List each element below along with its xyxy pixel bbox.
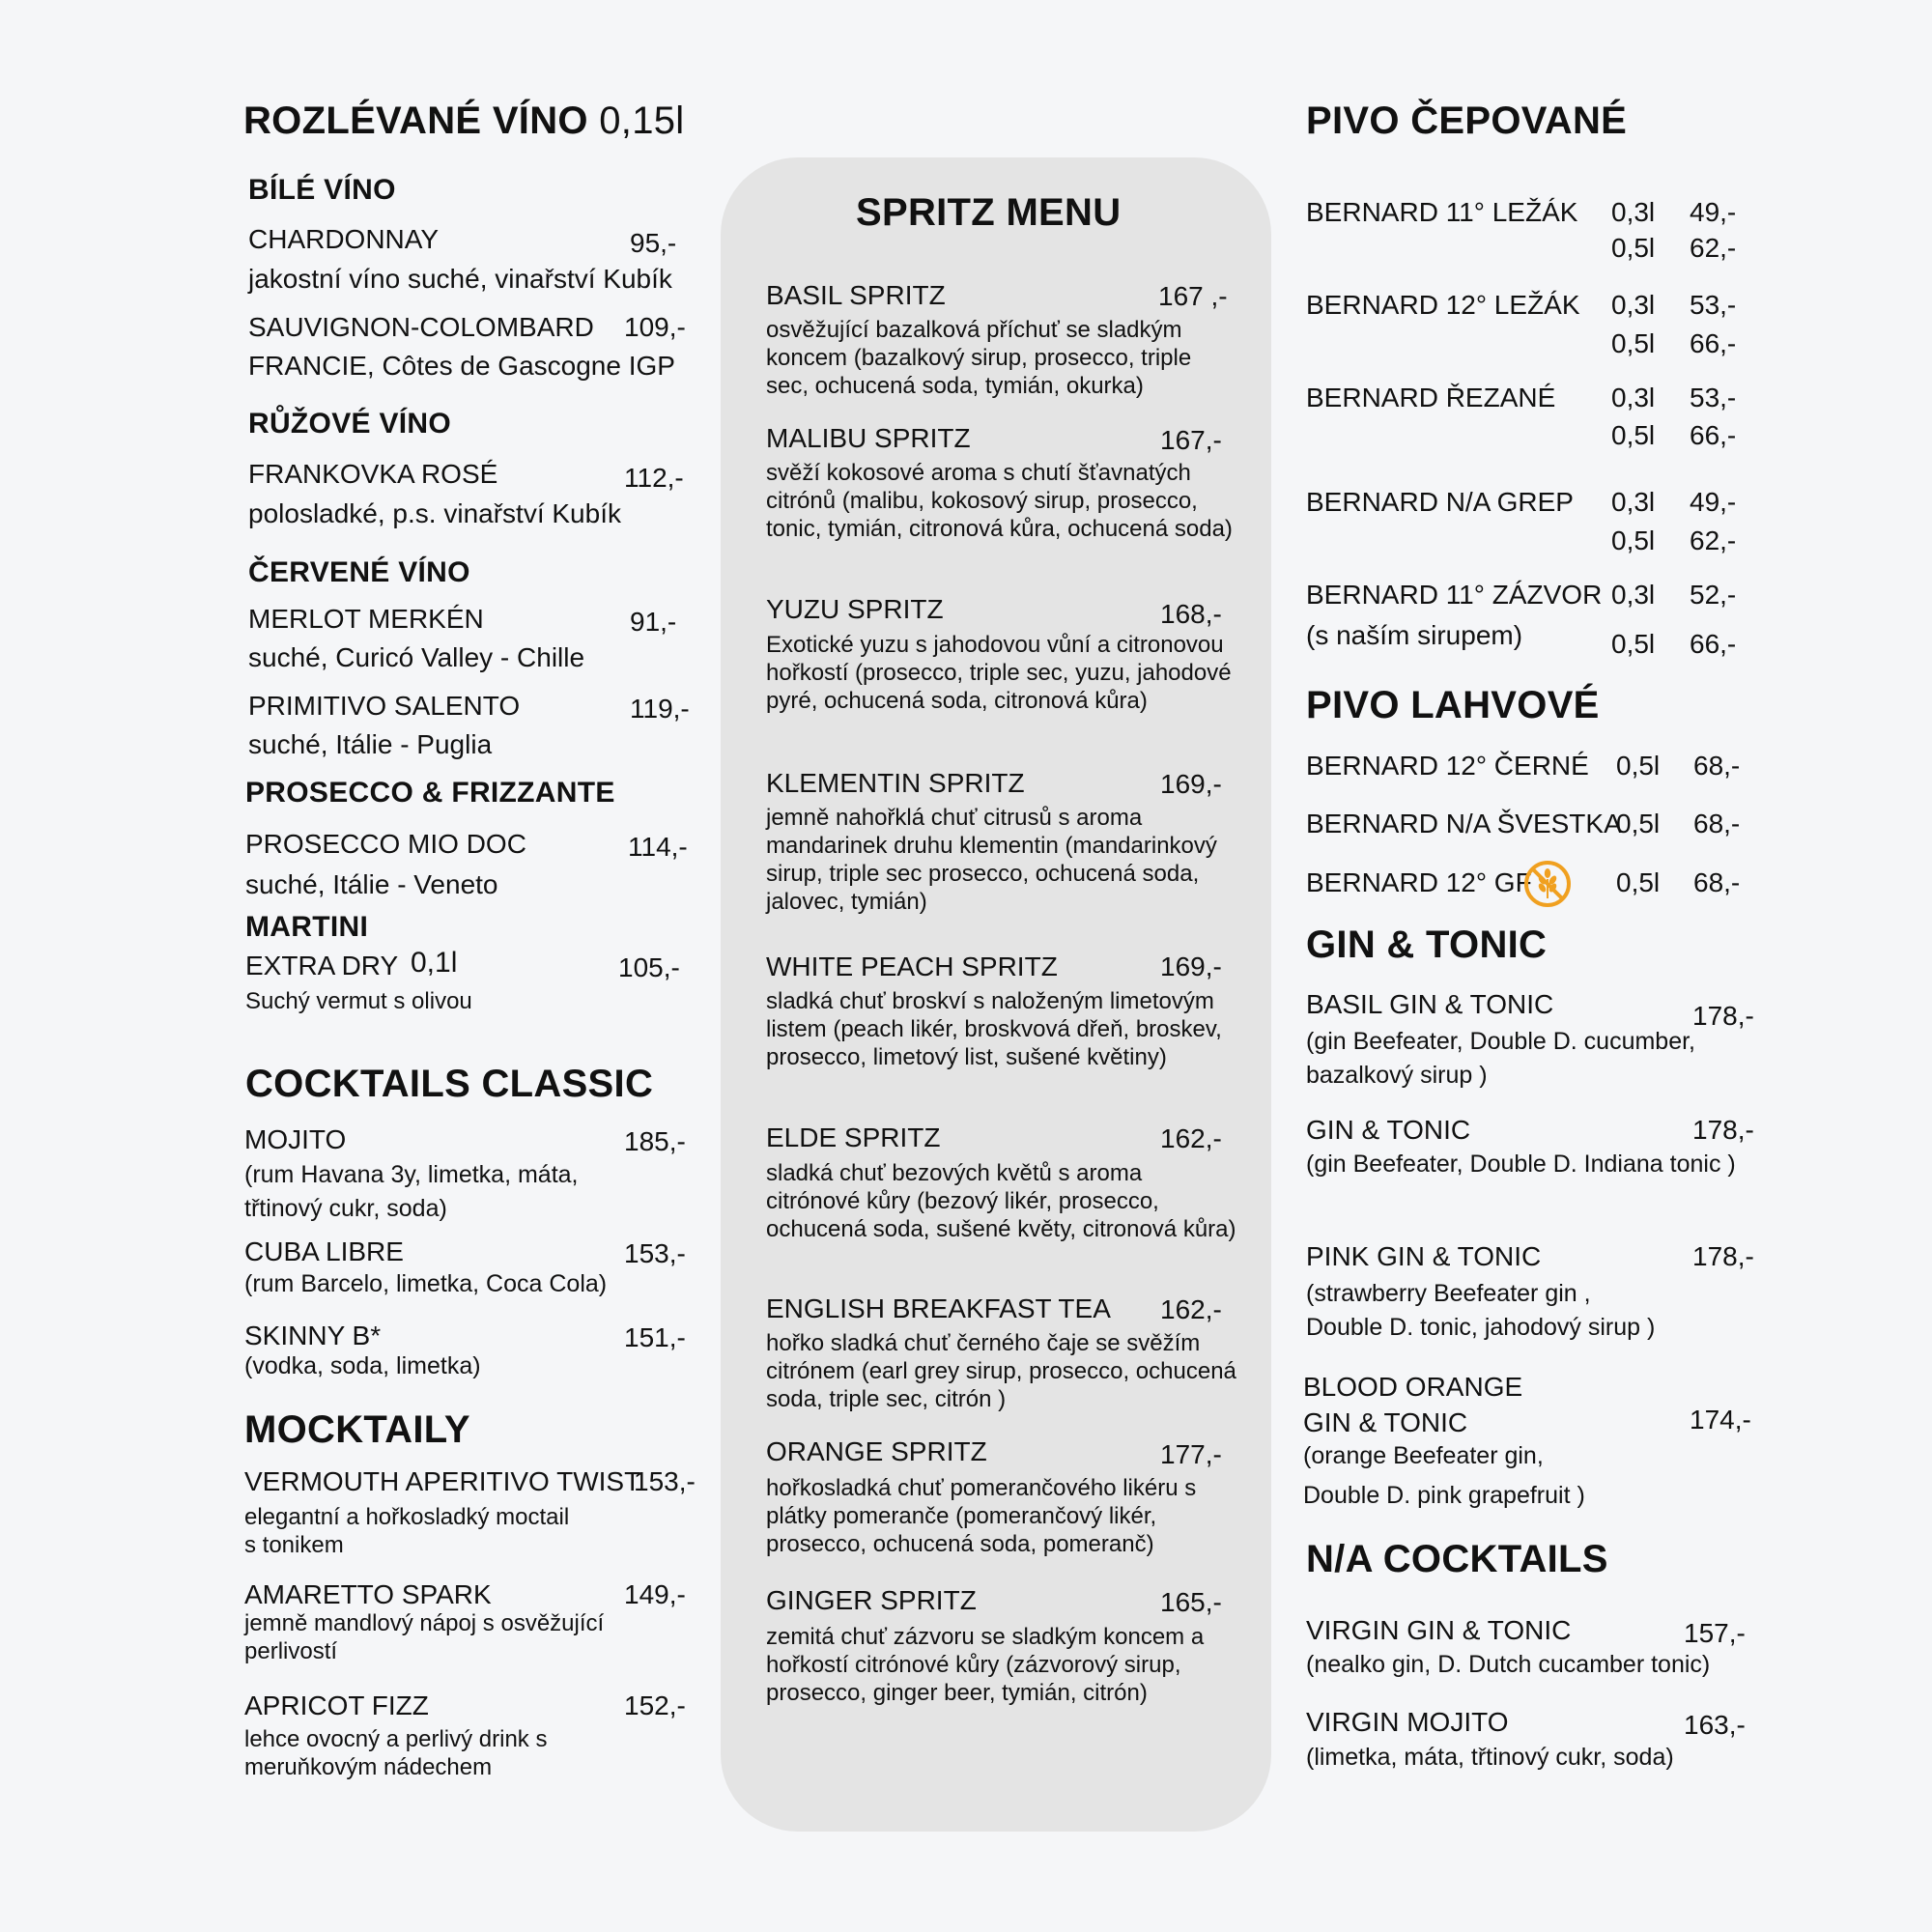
menu-item-price: 91,- [630, 607, 677, 637]
menu-item-desc: hořko sladká chuť černého čaje se svěžím citrónem (earl grey sirup, prosecco, ochucená soda, triple sec, citrón ) [766, 1330, 1236, 1412]
menu-item-name [1303, 1369, 1522, 1440]
menu-item-price: 153,- [634, 1466, 696, 1496]
beer-price: 62,- [1690, 526, 1737, 555]
menu-item-price: 169,- [1160, 769, 1222, 799]
gluten-free-icon [1523, 860, 1572, 908]
beer-name: BERNARD 11° ZÁZVOR [1306, 580, 1603, 610]
menu-item-name: SKINNY B* [244, 1321, 382, 1350]
menu-item-desc: suché, Itálie - Puglia [248, 729, 493, 759]
menu-item-desc: Suchý vermut s olivou [245, 988, 472, 1014]
menu-item-name: SAUVIGNON-COLOMBARD [248, 312, 594, 342]
menu-item-desc: jemně nahořklá chuť citrusů s aroma mandarinek druhu klementin (mandarinkový sirup, triple sec prosecco, ochucená soda, jalovec, tymián) [766, 805, 1217, 915]
wine-title [243, 99, 685, 143]
menu-item-price: 169,- [1160, 952, 1222, 981]
desc-line: (strawberry Beefeater gin , [1306, 1280, 1591, 1307]
beer-price: 66,- [1690, 420, 1737, 450]
menu-item-price: 167,- [1160, 425, 1222, 455]
desc-line: lehce ovocný a perlivý drink s [244, 1726, 548, 1752]
menu-item-price: 163,- [1684, 1710, 1746, 1740]
desc-line: Double D. tonic, jahodový sirup ) [1306, 1314, 1656, 1341]
menu-item-name: VIRGIN GIN & TONIC [1306, 1615, 1572, 1645]
menu-item-price: 112,- [624, 463, 684, 493]
menu-item-name: YUZU SPRITZ [766, 594, 944, 624]
menu-item-desc: (vodka, soda, limetka) [244, 1352, 481, 1379]
menu-item-name: APRICOT FIZZ [244, 1690, 429, 1720]
menu-item-desc: zemitá chuť zázvoru se sladkým koncem a hořkostí citrónové kůry (zázvorový sirup, prosecco, ginger beer, tymián, citrón) [766, 1624, 1205, 1706]
menu-item-price: 151,- [624, 1322, 686, 1352]
beer-volume: 0,5l [1611, 328, 1656, 358]
menu-item-desc [1306, 1025, 1695, 1093]
mocktaily-title: MOCKTAILY [244, 1408, 470, 1451]
menu-item-desc [244, 1503, 569, 1559]
desc-line: bazalkový sirup ) [1306, 1062, 1488, 1089]
menu-item-price: 153,- [624, 1238, 686, 1268]
beer-subtitle: (s naším sirupem) [1306, 620, 1523, 650]
beer-volume: 0,5l [1611, 629, 1656, 659]
beer-volume: 0,3l [1611, 383, 1656, 412]
desc-line: (gin Beefeater, Double D. cucumber, [1306, 1028, 1696, 1055]
desc-line: meruňkovým nádechem [244, 1754, 493, 1780]
menu-item-name: MERLOT MERKÉN [248, 604, 484, 634]
menu-item-desc: jakostní víno suché, vinařství Kubík [248, 264, 672, 294]
beer-price: 66,- [1690, 328, 1737, 358]
desc-line: perlivostí [244, 1638, 338, 1664]
red-wine-heading: ČERVENÉ VÍNO [248, 556, 470, 588]
menu-item-price: 109,- [624, 312, 686, 342]
beer-bottled-title: PIVO LAHVOVÉ [1306, 684, 1600, 726]
beer-price: 68,- [1693, 751, 1741, 781]
menu-item-name: BASIL SPRITZ [766, 280, 946, 310]
beer-name: BERNARD 12° ČERNÉ [1306, 751, 1589, 781]
rose-wine-heading: RŮŽOVÉ VÍNO [248, 408, 451, 440]
beer-volume: 0,5l [1616, 867, 1661, 897]
menu-item-name: PINK GIN & TONIC [1306, 1241, 1542, 1271]
menu-item-desc: hořkosladká chuť pomerančového likéru s plátky pomeranče (pomerančový likér, prosecco, ochucená soda, pomeranč) [766, 1475, 1197, 1557]
beer-volume: 0,5l [1611, 420, 1656, 450]
menu-item-desc: suché, Curicó Valley - Chille [248, 642, 585, 672]
menu-item-name: AMARETTO SPARK [244, 1579, 492, 1609]
menu-item-desc [244, 1609, 604, 1665]
menu-item-desc: Exotické yuzu s jahodovou vůní a citronovou hořkostí (prosecco, triple sec, yuzu, jahodové pyré, ochucená soda, citronová kůra) [766, 632, 1232, 714]
menu-item-desc: (nealko gin, D. Dutch cucamber tonic) [1306, 1651, 1711, 1678]
beer-name: BERNARD N/A ŠVESTKA [1306, 809, 1622, 838]
beer-volume: 0,5l [1616, 809, 1661, 838]
menu-item-desc [244, 1158, 578, 1226]
menu-item-price: 178,- [1692, 1001, 1754, 1031]
menu-item-desc: sladká chuť bezových květů s aroma citrónové kůry (bezový likér, prosecco, ochucená soda, sušené květy, citronová kůra) [766, 1160, 1236, 1242]
menu-item-desc: (gin Beefeater, Double D. Indiana tonic ) [1306, 1151, 1736, 1178]
desc-line: jemně mandlový nápoj s osvěžující [244, 1610, 605, 1636]
menu-item-price: 167 ,- [1158, 281, 1228, 311]
beer-volume: 0,5l [1616, 751, 1661, 781]
menu-item-desc: suché, Itálie - Veneto [245, 869, 498, 899]
desc-line: třtinový cukr, soda) [244, 1195, 447, 1222]
beer-price: 62,- [1690, 233, 1737, 263]
menu-item-price: 174,- [1690, 1405, 1751, 1435]
beer-volume: 0,3l [1611, 580, 1656, 610]
menu-item-price: 95,- [630, 228, 677, 258]
beer-name: BERNARD N/A GREP [1306, 487, 1574, 517]
beer-name: BERNARD 11° LEŽÁK [1306, 197, 1578, 227]
cocktails-classic-title: COCKTAILS CLASSIC [245, 1063, 654, 1105]
desc-line: Double D. pink grapefruit ) [1303, 1482, 1585, 1509]
menu-item-price: 114,- [628, 832, 688, 862]
menu-item-desc [244, 1725, 547, 1781]
menu-item-price: 178,- [1692, 1115, 1754, 1145]
menu-item-price: 119,- [630, 694, 690, 724]
menu-item-name: EXTRA DRY [245, 951, 399, 980]
desc-line: s tonikem [244, 1532, 344, 1558]
menu-item-name: PROSECCO MIO DOC [245, 829, 526, 859]
beer-price: 53,- [1690, 383, 1737, 412]
menu-item-desc: (rum Barcelo, limetka, Coca Cola) [244, 1270, 608, 1297]
name-line: GIN & TONIC [1303, 1407, 1468, 1437]
menu-item-name: CHARDONNAY [248, 224, 440, 254]
menu-item-name: PRIMITIVO SALENTO [248, 691, 521, 721]
name-line: BLOOD ORANGE [1303, 1372, 1523, 1402]
wine-volume: 0,15l [599, 99, 685, 142]
beer-price: 66,- [1690, 629, 1737, 659]
menu-item-name: ORANGE SPRITZ [766, 1436, 987, 1466]
menu-item-price: 149,- [624, 1579, 686, 1609]
menu-item-price: 162,- [1160, 1294, 1222, 1324]
desc-line: elegantní a hořkosladký moctail [244, 1504, 570, 1530]
menu-item-name: KLEMENTIN SPRITZ [766, 768, 1025, 798]
menu-item-name: BASIL GIN & TONIC [1306, 989, 1554, 1019]
beer-volume: 0,3l [1611, 197, 1656, 227]
menu-item-name: VIRGIN MOJITO [1306, 1707, 1509, 1737]
menu-item-desc: svěží kokosové aroma s chutí šťavnatých citrónů (malibu, kokosový sirup, prosecco, tonic, tymián, citronová kůra, ochucená soda) [766, 460, 1233, 542]
menu-item-price: 168,- [1160, 599, 1222, 629]
beer-price: 68,- [1693, 867, 1741, 897]
menu-item-name: MALIBU SPRITZ [766, 423, 971, 453]
menu-item-desc: (limetka, máta, třtinový cukr, soda) [1306, 1744, 1674, 1771]
menu-item-name: GINGER SPRITZ [766, 1585, 977, 1615]
menu-item-price: 105,- [618, 952, 680, 982]
menu-item-desc: osvěžující bazalková příchuť se sladkým koncem (bazalkový sirup, prosecco, triple sec, ochucená soda, tymián, okurka) [766, 317, 1192, 399]
beer-volume: 0,3l [1611, 487, 1656, 517]
menu-item-name: MOJITO [244, 1124, 347, 1154]
desc-line: (rum Havana 3y, limetka, máta, [244, 1161, 579, 1188]
menu-item-name: CUBA LIBRE [244, 1236, 404, 1266]
menu-item-desc: sladká chuť broskví s naloženým limetovým listem (peach likér, broskvová dřeň, broskev, prosecco, limetový list, sušené květiny) [766, 988, 1222, 1070]
beer-price: 49,- [1690, 197, 1737, 227]
beer-price: 68,- [1693, 809, 1741, 838]
menu-item-name: GIN & TONIC [1306, 1115, 1471, 1145]
menu-item-name: VERMOUTH APERITIVO TWIST [244, 1466, 641, 1496]
gin-tonic-title: GIN & TONIC [1306, 923, 1548, 966]
menu-item-price: 152,- [624, 1690, 686, 1720]
beer-volume: 0,5l [1611, 526, 1656, 555]
beer-name: BERNARD 12° GF [1306, 867, 1532, 897]
martini-heading: MARTINI [245, 911, 369, 943]
menu-item-name: ELDE SPRITZ [766, 1122, 941, 1152]
menu-item-price: 165,- [1160, 1587, 1222, 1617]
menu-item-price: 162,- [1160, 1123, 1222, 1153]
beer-volume: 0,3l [1611, 290, 1656, 320]
beer-name: BERNARD ŘEZANÉ [1306, 383, 1556, 412]
menu-item-desc: polosladké, p.s. vinařství Kubík [248, 498, 621, 528]
beer-name: BERNARD 12° LEŽÁK [1306, 290, 1580, 320]
menu-item-price: 177,- [1160, 1439, 1222, 1469]
spritz-title: SPRITZ MENU [856, 191, 1122, 234]
white-wine-heading: BÍLÉ VÍNO [248, 174, 396, 206]
menu-item-desc [1303, 1436, 1585, 1516]
beer-price: 53,- [1690, 290, 1737, 320]
beer-price: 52,- [1690, 580, 1737, 610]
beer-price: 49,- [1690, 487, 1737, 517]
prosecco-heading: PROSECCO & FRIZZANTE [245, 777, 615, 809]
menu-item-price: 157,- [1684, 1618, 1746, 1648]
menu-item-price: 178,- [1692, 1241, 1754, 1271]
beer-volume: 0,5l [1611, 233, 1656, 263]
beer-draft-title: PIVO ČEPOVANÉ [1306, 99, 1628, 142]
menu-item-volume: 0,1l [411, 947, 458, 979]
na-cocktails-title: N/A COCKTAILS [1306, 1538, 1608, 1580]
desc-line: (orange Beefeater gin, [1303, 1442, 1544, 1469]
menu-item-name: ENGLISH BREAKFAST TEA [766, 1293, 1111, 1323]
menu-item-name: WHITE PEACH SPRITZ [766, 952, 1058, 981]
wine-title-text: ROZLÉVANÉ VÍNO [243, 99, 588, 142]
menu-item-price: 185,- [624, 1126, 686, 1156]
menu-item-desc: FRANCIE, Côtes de Gascogne IGP [248, 351, 675, 381]
menu-item-name: FRANKOVKA ROSÉ [248, 459, 498, 489]
menu-item-desc [1306, 1277, 1655, 1345]
